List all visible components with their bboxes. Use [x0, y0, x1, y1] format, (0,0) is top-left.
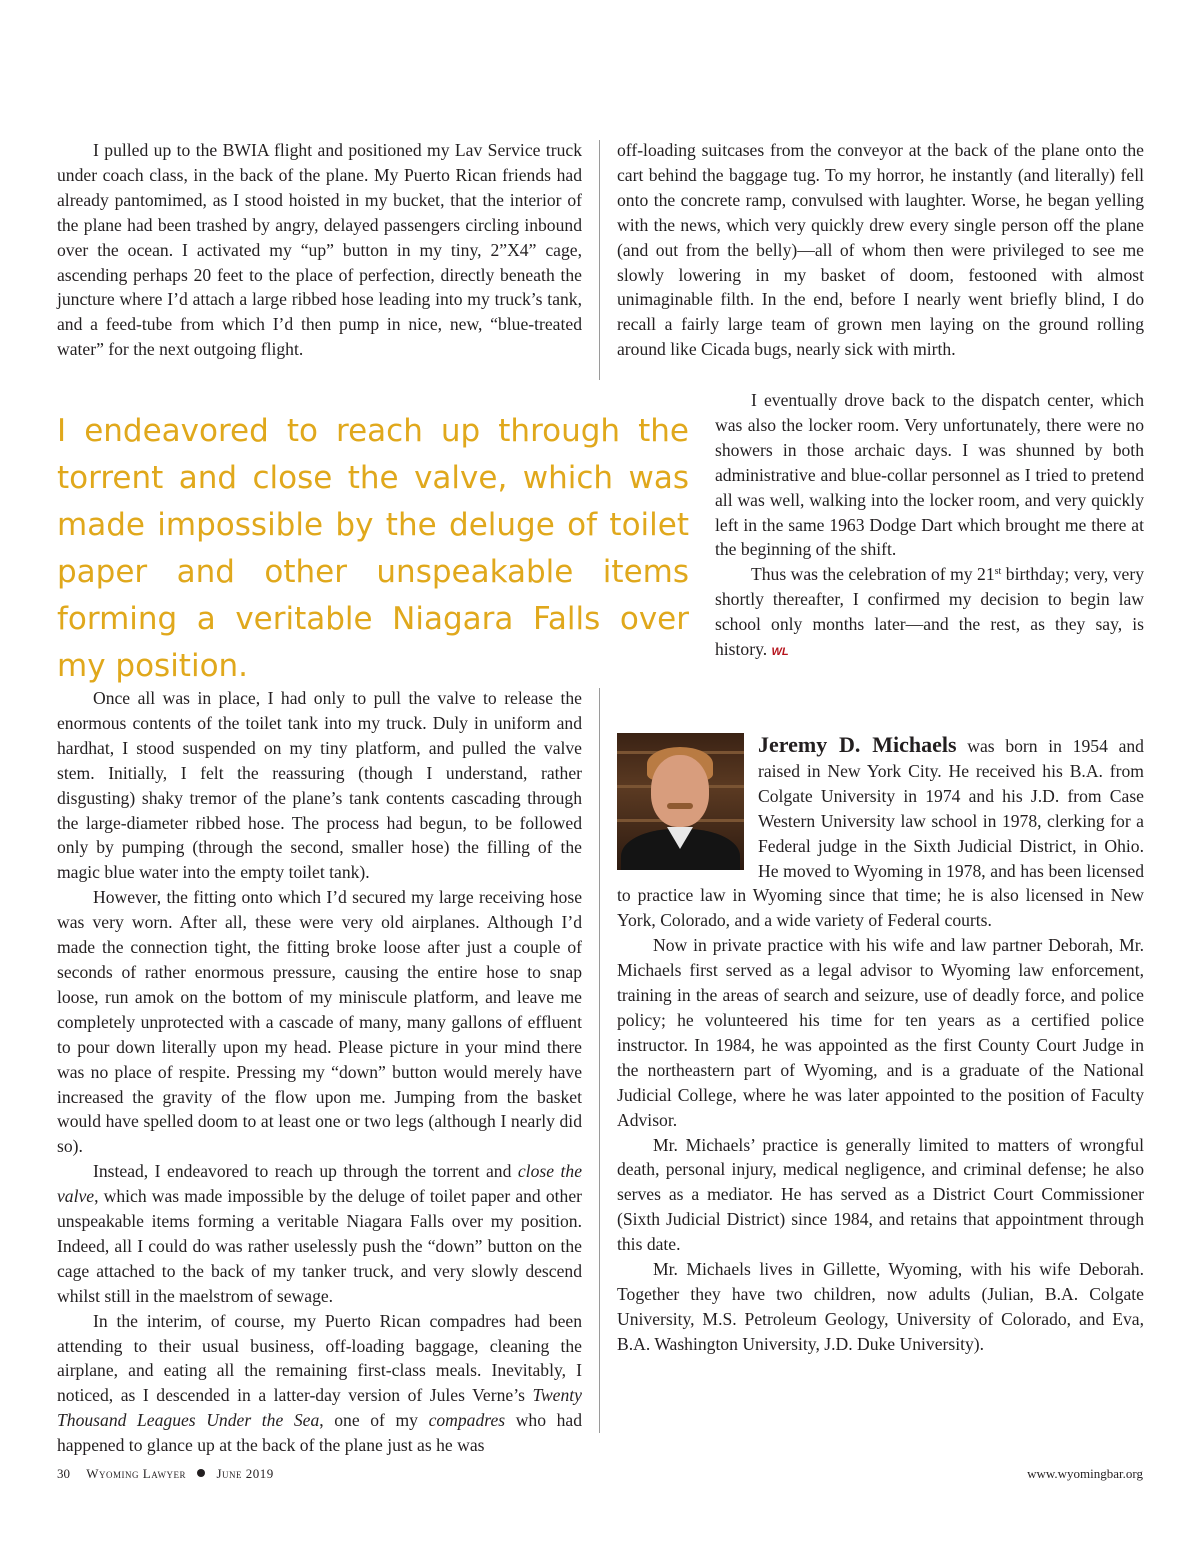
left-column-top: [57, 138, 582, 362]
body-paragraph: Instead, I endeavored to reach up through the torrent and close the valve, which was made impossible by the deluge of toilet paper and other unspeakable items forming a veritable Niagara Falls over my position. Indeed, all I could do was rather uselessly push the “down” button on the cage attached to the back of my tanker truck, and very slowly descend whilst still in the maelstrom of sewage.: [57, 1161, 583, 1306]
body-paragraph: off-loading suitcases from the conveyor at the back of the plane onto the cart behind the baggage tug. To my horror, he instantly (and literally) fell onto the concrete ramp, convulsed with laughter. Worse, he began yelling with the news, which very quickly drew every single person off the plane (and out from the belly)—all of whom then were privileged to see me slowly lowering in my basket of doom, festooned with almost unimaginable filth. In the end, before I nearly went briefly blind, I do recall a fairly large team of grown men laying on the ground rolling around like Cicada bugs, nearly sick with mirth.: [617, 140, 1144, 360]
left-column-bottom: [57, 686, 582, 1458]
page-number: 30: [57, 1466, 70, 1481]
author-photo: [617, 733, 744, 870]
website-link[interactable]: www.wyomingbar.org: [1027, 1466, 1143, 1481]
page-footer: [57, 1466, 274, 1482]
end-mark-logo: WL: [771, 646, 789, 659]
column-rule-top: [599, 140, 600, 380]
issue-date: June 2019: [216, 1466, 274, 1481]
publication-name: Wyoming Lawyer: [86, 1466, 186, 1481]
right-column-top: [617, 138, 1144, 362]
body-paragraph: Once all was in place, I had only to pull the valve to release the enormous contents of the toilet tank into my truck. Duly in uniform and hardhat, I stood suspended on my tiny platform, and pulled the valve stem. Initially, I felt the reassuring (though I understand, rather disgusting) shaky tremor of the plane’s tank contents cascading through the large-diameter ribbed hose. The process had begun, to be followed only by pumping (through the second, smaller hose) the filling of the magic blue water into the empty toilet tank).: [57, 688, 582, 883]
bio-paragraph: Jeremy D. Michaels was born in 1954 and raised in New York City. He received his B.A. from Colgate University in 1974 and his J.D. from Case Western University law school in 1978, clerking for a Federal judge in the Sixth Judicial District, in Ohio. He moved to Wyoming in 1978, and has been licensed to practice law in Wyoming since that time; he is also licensed in New York, Colorado, and a wide variety of Federal courts.: [617, 732, 1144, 931]
author-bio: [617, 733, 1144, 1357]
pull-quote: I endeavored to reach up through the torrent and close the valve, which was made impossible by the deluge of toilet paper and other unspeakable items forming a veritable Niagara Falls over my position.: [57, 413, 689, 684]
bio-paragraph: Mr. Michaels lives in Gillette, Wyoming, with his wife Deborah. Together they have two children, now adults (Julian, B.A. Colgate University, M.S. Petroleum Geology, University of Colorado, and Eva, B.A. Washington University, J.D. Duke University).: [617, 1259, 1144, 1354]
body-paragraph: In the interim, of course, my Puerto Rican compadres had been attending to their usual business, off-loading baggage, cleaning the airplane, and eating all the remaining first-class meals. Inevitably, I noticed, as I descended in a latter-day version of Jules Verne’s Twenty Thousand Leagues Under the Sea, one of my compadres who had happened to glance up at the back of the plane just as he was: [57, 1310, 583, 1456]
body-paragraph: However, the fitting onto which I’d secured my large receiving hose was very worn. After all, these were very old airplanes. Although I’d made the connection tight, the fitting broke loose after just a couple of seconds of rather enormous pressure, causing the entire hose to snap loose, run amok on the bottom of my miniscule platform, and leave me completely unprotected with a cascade of many, many gallons of effluent to pour down literally upon my head. Please picture in your mind there was no place of respite. Pressing my “down” button would merely have increased the gravity of the flow upon me. Jumping from the basket would have spelled doom to at least one or two legs (although I nearly did so).: [57, 887, 582, 1157]
body-paragraph: I pulled up to the BWIA flight and positioned my Lav Service truck under coach class, in the back of the plane. My Puerto Rican friends had already pantomimed, as I stood hoisted in my bucket, that the interior of the plane had been trashed by angry, delayed passengers circling inbound over the ocean. I activated my “up” button in my tiny, 2”X4” cage, ascending perhaps 20 feet to the place of perfection, directly beneath the juncture where I’d attach a large ribbed hose leading into my truck’s tank, and a feed-tube from which I’d then pump in nice, new, “blue-treated water” for the next outgoing flight.: [57, 140, 582, 360]
body-paragraph: Thus was the celebration of my 21st birthday; very, very shortly thereafter, I confirmed my decision to begin law school only months later—and the rest, as they say, is history. WL: [715, 564, 1144, 660]
author-name: Jeremy D. Michaels: [758, 732, 957, 757]
bullet-separator: [197, 1469, 205, 1477]
body-paragraph: I eventually drove back to the dispatch center, which was also the locker room. Very unfortunately, there were no showers in those archaic days. I was shunned by both administrative and blue-collar personnel as I tried to pretend all was well, walking into the locker room, and very quickly left in the same 1963 Dodge Dart which brought me there at the beginning of the shift.: [715, 390, 1144, 560]
bio-paragraph: Now in private practice with his wife and law partner Deborah, Mr. Michaels first served as a legal advisor to Wyoming law enforcement, training in the areas of search and seizure, use of deadly force, and police policy; he volunteered his time for ten years as a certified police instructor. In 1984, he was appointed as the first County Court Judge in the northeastern part of Wyoming, and is a graduate of the National Judicial College, where he was later appointed to the position of Faculty Advisor.: [617, 935, 1144, 1130]
right-column-mid: [715, 388, 1144, 665]
column-rule-bottom: [599, 688, 600, 1433]
bio-paragraph: Mr. Michaels’ practice is generally limited to matters of wrongful death, personal injury, medical negligence, and criminal defense; he also serves as a mediator. He has served as a District Court Commissioner (Sixth Judicial District) since 1984, and retains that appointment through this date.: [617, 1134, 1144, 1255]
